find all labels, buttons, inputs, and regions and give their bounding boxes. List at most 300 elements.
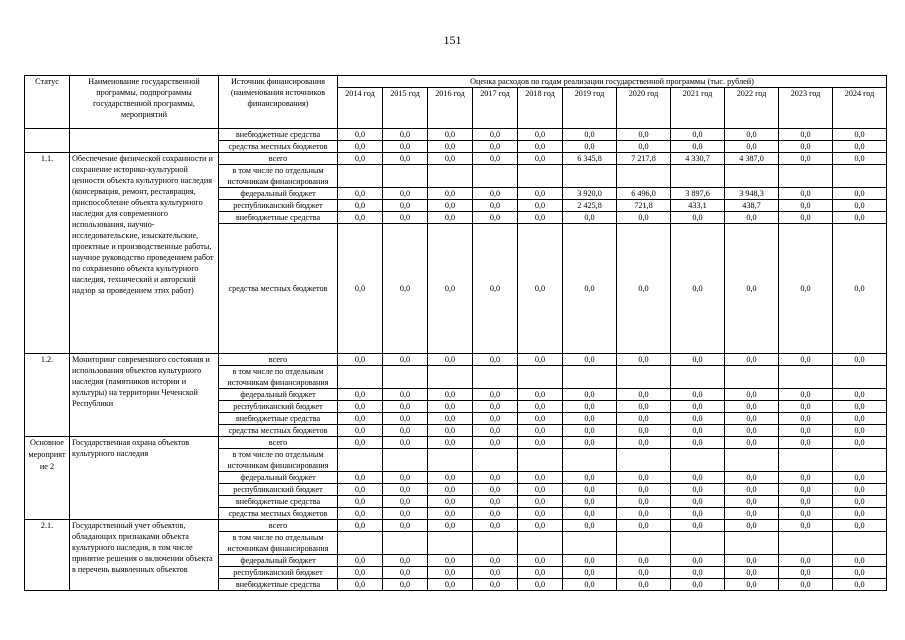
source-local: средства местных бюджетов — [219, 224, 338, 354]
header-year: 2018 год — [518, 88, 563, 129]
value-cell: 0,0 — [563, 212, 617, 224]
value-cell: 0,0 — [833, 484, 887, 496]
value-cell: 0,0 — [563, 579, 617, 591]
value-cell: 0,0 — [473, 508, 518, 520]
value-cell: 0,0 — [617, 129, 671, 141]
value-cell: 0,0 — [779, 555, 833, 567]
value-cell: 0,0 — [518, 389, 563, 401]
value-cell: 0,0 — [833, 413, 887, 425]
page-number: 151 — [443, 33, 462, 47]
source-incl: в том числе по отдельным источникам финансирования — [219, 366, 338, 389]
value-cell: 3 897,6 — [671, 188, 725, 200]
value-cell: 0,0 — [473, 484, 518, 496]
value-cell — [833, 366, 887, 389]
value-cell: 0,0 — [671, 508, 725, 520]
value-cell: 0,0 — [473, 437, 518, 449]
value-cell: 0,0 — [338, 472, 383, 484]
value-cell: 0,0 — [338, 555, 383, 567]
value-cell: 0,0 — [473, 425, 518, 437]
value-cell: 0,0 — [338, 354, 383, 366]
source-incl: в том числе по отдельным источникам финансирования — [219, 449, 338, 472]
value-cell — [428, 532, 473, 555]
value-cell: 0,0 — [671, 354, 725, 366]
value-cell: 0,0 — [671, 425, 725, 437]
value-cell: 0,0 — [518, 567, 563, 579]
value-cell: 0,0 — [725, 508, 779, 520]
source-incl: в том числе по отдельным источникам финансирования — [219, 532, 338, 555]
value-cell: 0,0 — [473, 224, 518, 354]
value-cell — [383, 366, 428, 389]
source-total: всего — [219, 354, 338, 366]
value-cell — [383, 165, 428, 188]
value-cell: 0,0 — [338, 224, 383, 354]
source-total: всего — [219, 153, 338, 165]
value-cell: 0,0 — [383, 224, 428, 354]
value-cell: 0,0 — [725, 389, 779, 401]
value-cell: 0,0 — [518, 401, 563, 413]
header-year: 2023 год — [779, 88, 833, 129]
value-cell: 0,0 — [563, 129, 617, 141]
source-extra: внебюджетные средства — [219, 413, 338, 425]
value-cell: 0,0 — [779, 508, 833, 520]
value-cell: 0,0 — [833, 141, 887, 153]
value-cell: 0,0 — [779, 389, 833, 401]
value-cell: 0,0 — [671, 413, 725, 425]
value-cell — [833, 165, 887, 188]
value-cell — [338, 366, 383, 389]
value-cell: 0,0 — [725, 354, 779, 366]
value-cell — [779, 532, 833, 555]
value-cell: 0,0 — [725, 129, 779, 141]
value-cell: 0,0 — [725, 425, 779, 437]
value-cell: 0,0 — [338, 508, 383, 520]
value-cell: 0,0 — [563, 484, 617, 496]
header-status: Статус — [25, 76, 70, 129]
value-cell: 0,0 — [617, 567, 671, 579]
value-cell — [473, 366, 518, 389]
value-cell: 0,0 — [833, 437, 887, 449]
value-cell: 0,0 — [473, 141, 518, 153]
value-cell: 0,0 — [473, 413, 518, 425]
value-cell: 0,0 — [338, 579, 383, 591]
value-cell — [428, 449, 473, 472]
value-cell: 0,0 — [833, 354, 887, 366]
value-cell — [671, 366, 725, 389]
value-cell: 0,0 — [779, 472, 833, 484]
value-cell — [563, 449, 617, 472]
value-cell: 3 948,3 — [725, 188, 779, 200]
value-cell: 0,0 — [428, 579, 473, 591]
value-cell: 6 345,8 — [563, 153, 617, 165]
value-cell: 0,0 — [671, 484, 725, 496]
value-cell: 0,0 — [563, 425, 617, 437]
value-cell: 0,0 — [617, 508, 671, 520]
value-cell: 0,0 — [428, 129, 473, 141]
value-cell: 0,0 — [779, 188, 833, 200]
source-federal: федеральный бюджет — [219, 472, 338, 484]
header-year: 2022 год — [725, 88, 779, 129]
value-cell: 721,8 — [617, 200, 671, 212]
value-cell: 0,0 — [779, 437, 833, 449]
value-cell: 0,0 — [617, 401, 671, 413]
value-cell — [617, 449, 671, 472]
value-cell: 0,0 — [833, 555, 887, 567]
value-cell: 0,0 — [338, 484, 383, 496]
value-cell: 0,0 — [518, 579, 563, 591]
value-cell: 0,0 — [518, 425, 563, 437]
value-cell: 0,0 — [338, 437, 383, 449]
value-cell: 0,0 — [779, 129, 833, 141]
value-cell: 0,0 — [833, 212, 887, 224]
value-cell: 0,0 — [833, 508, 887, 520]
value-cell: 0,0 — [833, 567, 887, 579]
table-row — [25, 129, 887, 141]
value-cell: 0,0 — [338, 141, 383, 153]
header-year: 2019 год — [563, 88, 617, 129]
value-cell: 7 217,8 — [617, 153, 671, 165]
value-cell — [428, 165, 473, 188]
value-cell: 0,0 — [383, 520, 428, 532]
value-cell: 0,0 — [833, 401, 887, 413]
value-cell: 0,0 — [671, 129, 725, 141]
value-cell: 2 425,8 — [563, 200, 617, 212]
value-cell — [617, 366, 671, 389]
value-cell — [383, 532, 428, 555]
value-cell: 0,0 — [779, 425, 833, 437]
value-cell — [671, 449, 725, 472]
value-cell: 0,0 — [833, 425, 887, 437]
header-year: 2015 год — [383, 88, 428, 129]
value-cell: 0,0 — [338, 389, 383, 401]
value-cell: 0,0 — [725, 212, 779, 224]
value-cell: 0,0 — [473, 401, 518, 413]
value-cell: 0,0 — [779, 413, 833, 425]
value-cell: 0,0 — [617, 425, 671, 437]
name-cell: Государственный учет объектов, обладающих признаками объекта культурного наследия, в том числе принятие решения о включении объекта в перечень выявленных объектов — [70, 520, 219, 591]
value-cell: 0,0 — [725, 484, 779, 496]
value-cell — [671, 532, 725, 555]
value-cell: 0,0 — [428, 425, 473, 437]
value-cell: 0,0 — [338, 520, 383, 532]
table-row — [25, 437, 887, 449]
value-cell: 0,0 — [338, 425, 383, 437]
value-cell: 0,0 — [518, 520, 563, 532]
source-extra: внебюджетные средства — [219, 579, 338, 591]
value-cell: 0,0 — [428, 153, 473, 165]
value-cell — [725, 449, 779, 472]
value-cell: 0,0 — [671, 555, 725, 567]
value-cell: 0,0 — [383, 496, 428, 508]
value-cell: 0,0 — [617, 579, 671, 591]
value-cell: 0,0 — [428, 141, 473, 153]
value-cell: 0,0 — [833, 224, 887, 354]
value-cell: 0,0 — [671, 579, 725, 591]
value-cell: 0,0 — [617, 354, 671, 366]
value-cell: 0,0 — [383, 188, 428, 200]
value-cell: 0,0 — [518, 200, 563, 212]
value-cell: 0,0 — [518, 496, 563, 508]
value-cell: 0,0 — [383, 212, 428, 224]
value-cell: 0,0 — [383, 153, 428, 165]
value-cell: 0,0 — [383, 472, 428, 484]
budget-table — [24, 75, 887, 591]
value-cell — [833, 532, 887, 555]
value-cell: 0,0 — [428, 188, 473, 200]
value-cell: 0,0 — [338, 567, 383, 579]
value-cell: 0,0 — [518, 472, 563, 484]
value-cell: 0,0 — [779, 496, 833, 508]
value-cell: 0,0 — [671, 520, 725, 532]
value-cell: 0,0 — [779, 354, 833, 366]
value-cell: 0,0 — [518, 413, 563, 425]
header-year: 2016 год — [428, 88, 473, 129]
value-cell: 0,0 — [833, 496, 887, 508]
value-cell: 0,0 — [518, 129, 563, 141]
value-cell: 0,0 — [725, 437, 779, 449]
value-cell: 0,0 — [617, 472, 671, 484]
source-local: средства местных бюджетов — [219, 425, 338, 437]
value-cell: 0,0 — [473, 496, 518, 508]
value-cell — [779, 165, 833, 188]
value-cell: 0,0 — [725, 567, 779, 579]
value-cell — [338, 449, 383, 472]
header-year: 2021 год — [671, 88, 725, 129]
value-cell: 0,0 — [563, 508, 617, 520]
value-cell — [725, 165, 779, 188]
value-cell: 0,0 — [779, 141, 833, 153]
value-cell: 0,0 — [518, 188, 563, 200]
value-cell: 0,0 — [383, 508, 428, 520]
value-cell — [473, 165, 518, 188]
value-cell: 0,0 — [563, 472, 617, 484]
value-cell: 0,0 — [428, 200, 473, 212]
value-cell — [518, 449, 563, 472]
value-cell: 0,0 — [428, 224, 473, 354]
name-cell — [70, 129, 219, 153]
value-cell: 0,0 — [473, 555, 518, 567]
value-cell: 0,0 — [338, 188, 383, 200]
value-cell — [563, 532, 617, 555]
value-cell: 0,0 — [833, 153, 887, 165]
source-extra: внебюджетные средства — [219, 212, 338, 224]
name-cell: Обеспечение физической сохранности и сохранение историко-культурной ценности объекта культурного наследия (консервация, ремонт, реставрация, приспособление объекта культурного наследия для современного использования, научно-исследовательские, изыскательские, проектные и производственные работы, научное руководство проведением работ по сохранению объекта культурного наследия, технический и авторский надзор за проведением этих работ) — [70, 153, 219, 354]
source-incl: в том числе по отдельным источникам финансирования — [219, 165, 338, 188]
value-cell: 0,0 — [833, 200, 887, 212]
value-cell: 0,0 — [563, 437, 617, 449]
value-cell — [563, 165, 617, 188]
header-estimate: Оценка расходов по годам реализации государственной программы (тыс. рублей) — [338, 76, 887, 88]
value-cell: 0,0 — [383, 413, 428, 425]
value-cell: 0,0 — [383, 141, 428, 153]
value-cell — [473, 532, 518, 555]
header-source: Источник финансирования (наименования источников финансирования) — [219, 76, 338, 129]
value-cell: 0,0 — [473, 567, 518, 579]
source-republic: республиканский бюджет — [219, 567, 338, 579]
value-cell — [518, 366, 563, 389]
value-cell: 0,0 — [563, 496, 617, 508]
source-republic: республиканский бюджет — [219, 200, 338, 212]
value-cell: 0,0 — [383, 425, 428, 437]
value-cell: 0,0 — [383, 401, 428, 413]
value-cell — [383, 449, 428, 472]
status-cell: 1.2. — [25, 354, 70, 437]
value-cell — [338, 165, 383, 188]
value-cell: 0,0 — [518, 508, 563, 520]
table-row — [25, 354, 887, 366]
value-cell: 0,0 — [338, 200, 383, 212]
value-cell: 0,0 — [725, 579, 779, 591]
value-cell: 4 330,7 — [671, 153, 725, 165]
value-cell: 0,0 — [671, 389, 725, 401]
source-total: всего — [219, 437, 338, 449]
value-cell: 3 920,0 — [563, 188, 617, 200]
value-cell: 0,0 — [725, 413, 779, 425]
value-cell: 0,0 — [383, 437, 428, 449]
value-cell: 0,0 — [779, 520, 833, 532]
value-cell: 0,0 — [617, 520, 671, 532]
value-cell — [617, 165, 671, 188]
status-cell: 2.1. — [25, 520, 70, 591]
name-cell: Государственная охрана объектов культурного наследия — [70, 437, 219, 520]
value-cell — [563, 366, 617, 389]
value-cell: 0,0 — [833, 520, 887, 532]
value-cell: 433,1 — [671, 200, 725, 212]
value-cell: 0,0 — [563, 567, 617, 579]
value-cell: 0,0 — [383, 200, 428, 212]
header-year: 2017 год — [473, 88, 518, 129]
source-extra: внебюджетные средства — [219, 129, 338, 141]
value-cell — [833, 449, 887, 472]
value-cell: 0,0 — [518, 437, 563, 449]
value-cell: 0,0 — [428, 472, 473, 484]
value-cell: 0,0 — [518, 212, 563, 224]
value-cell: 0,0 — [563, 389, 617, 401]
value-cell: 0,0 — [671, 437, 725, 449]
status-cell: 1.1. — [25, 153, 70, 354]
value-cell: 0,0 — [671, 212, 725, 224]
source-republic: республиканский бюджет — [219, 401, 338, 413]
value-cell: 0,0 — [428, 413, 473, 425]
value-cell: 0,0 — [833, 579, 887, 591]
value-cell: 0,0 — [725, 496, 779, 508]
value-cell: 0,0 — [563, 224, 617, 354]
value-cell: 0,0 — [725, 401, 779, 413]
value-cell: 0,0 — [473, 520, 518, 532]
value-cell: 0,0 — [725, 555, 779, 567]
header-name: Наименование государственной программы, подпрограммы государственной программы, мероприятий — [70, 76, 219, 129]
value-cell: 0,0 — [473, 188, 518, 200]
value-cell: 0,0 — [383, 555, 428, 567]
value-cell: 0,0 — [779, 224, 833, 354]
value-cell: 0,0 — [428, 437, 473, 449]
header-year: 2014 год — [338, 88, 383, 129]
value-cell: 0,0 — [617, 224, 671, 354]
value-cell — [725, 532, 779, 555]
value-cell: 0,0 — [428, 389, 473, 401]
value-cell: 0,0 — [671, 567, 725, 579]
value-cell: 0,0 — [617, 484, 671, 496]
value-cell: 0,0 — [563, 555, 617, 567]
value-cell: 0,0 — [338, 129, 383, 141]
value-cell: 0,0 — [518, 555, 563, 567]
value-cell: 0,0 — [428, 484, 473, 496]
source-extra: внебюджетные средства — [219, 496, 338, 508]
value-cell: 0,0 — [833, 472, 887, 484]
value-cell: 0,0 — [428, 520, 473, 532]
value-cell: 0,0 — [833, 188, 887, 200]
value-cell: 0,0 — [473, 472, 518, 484]
source-federal: федеральный бюджет — [219, 389, 338, 401]
value-cell: 0,0 — [473, 579, 518, 591]
value-cell: 0,0 — [518, 354, 563, 366]
value-cell: 0,0 — [779, 212, 833, 224]
value-cell: 0,0 — [473, 200, 518, 212]
source-federal: федеральный бюджет — [219, 188, 338, 200]
value-cell: 0,0 — [518, 141, 563, 153]
value-cell — [428, 366, 473, 389]
value-cell: 0,0 — [428, 401, 473, 413]
value-cell: 0,0 — [383, 354, 428, 366]
value-cell: 0,0 — [518, 224, 563, 354]
value-cell: 0,0 — [617, 413, 671, 425]
value-cell — [779, 366, 833, 389]
value-cell: 0,0 — [617, 212, 671, 224]
value-cell: 0,0 — [617, 555, 671, 567]
value-cell — [617, 532, 671, 555]
value-cell: 0,0 — [473, 212, 518, 224]
value-cell: 0,0 — [671, 141, 725, 153]
value-cell: 0,0 — [779, 484, 833, 496]
value-cell: 0,0 — [383, 129, 428, 141]
value-cell: 0,0 — [338, 413, 383, 425]
value-cell: 0,0 — [725, 520, 779, 532]
value-cell: 0,0 — [563, 354, 617, 366]
value-cell: 0,0 — [671, 401, 725, 413]
value-cell: 438,7 — [725, 200, 779, 212]
value-cell: 0,0 — [428, 567, 473, 579]
value-cell — [518, 532, 563, 555]
value-cell: 0,0 — [779, 401, 833, 413]
value-cell: 6 496,0 — [617, 188, 671, 200]
value-cell: 0,0 — [563, 401, 617, 413]
value-cell: 0,0 — [617, 141, 671, 153]
value-cell: 0,0 — [473, 153, 518, 165]
value-cell: 0,0 — [563, 413, 617, 425]
source-local: средства местных бюджетов — [219, 508, 338, 520]
status-cell: Основное мероприятие 2 — [25, 437, 70, 520]
value-cell: 0,0 — [671, 472, 725, 484]
value-cell: 0,0 — [338, 153, 383, 165]
value-cell: 0,0 — [428, 555, 473, 567]
value-cell: 0,0 — [383, 567, 428, 579]
value-cell: 0,0 — [338, 496, 383, 508]
value-cell: 0,0 — [779, 200, 833, 212]
value-cell: 0,0 — [671, 496, 725, 508]
value-cell: 0,0 — [428, 212, 473, 224]
value-cell: 0,0 — [473, 354, 518, 366]
value-cell: 0,0 — [428, 496, 473, 508]
value-cell: 4 387,0 — [725, 153, 779, 165]
source-local: средства местных бюджетов — [219, 141, 338, 153]
value-cell: 0,0 — [518, 484, 563, 496]
value-cell — [779, 449, 833, 472]
value-cell: 0,0 — [779, 153, 833, 165]
value-cell: 0,0 — [338, 401, 383, 413]
value-cell — [671, 165, 725, 188]
status-cell — [25, 129, 70, 153]
value-cell: 0,0 — [383, 579, 428, 591]
value-cell: 0,0 — [338, 212, 383, 224]
